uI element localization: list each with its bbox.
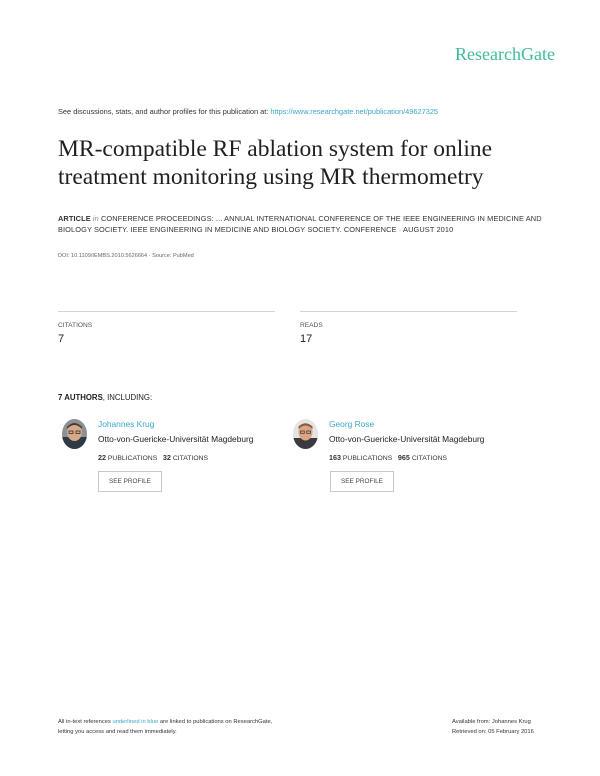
publication-type: ARTICLE xyxy=(58,214,91,223)
author-institution: Otto-von-Guericke-Universität Magdeburg xyxy=(329,434,485,444)
discussion-line xyxy=(58,107,438,116)
footer-text-pre: All in-text references xyxy=(58,719,111,725)
publications-label: PUBLICATIONS xyxy=(107,455,158,462)
authors-count: 7 AUTHORS xyxy=(58,393,103,402)
reads-count: 17 xyxy=(300,333,313,345)
author-citations-count: 32 xyxy=(162,453,171,462)
footer-availability xyxy=(452,718,552,737)
citations-divider xyxy=(58,311,275,312)
author-stats xyxy=(98,453,208,462)
available-from: Available from: Johannes Krug xyxy=(452,719,531,725)
avatar[interactable] xyxy=(62,419,87,449)
researchgate-logo[interactable]: ResearchGate xyxy=(455,44,555,64)
see-profile-button[interactable]: SEE PROFILE xyxy=(98,471,162,492)
retrieved-on: Retrieved on: 05 February 2016 xyxy=(452,728,534,735)
citations-label: CITATIONS xyxy=(58,322,93,329)
publication-link[interactable]: https://www.researchgate.net/publication/49627325 xyxy=(270,107,439,116)
citations-count: 7 xyxy=(58,333,65,345)
doi-source: DOI: 10.1109/IEMBS.2010.5626664 · Source: PubMed xyxy=(58,253,194,259)
author-citations-label: CITATIONS xyxy=(172,455,209,462)
publications-count: 22 xyxy=(98,453,106,462)
in-word: in xyxy=(92,214,99,223)
avatar[interactable] xyxy=(293,419,318,449)
see-profile-button[interactable]: SEE PROFILE xyxy=(330,471,394,492)
author-citations-count: 965 xyxy=(397,453,410,462)
authors-heading xyxy=(58,393,152,402)
footer-text-post: are linked to publications on ResearchGate, xyxy=(159,719,273,725)
publications-count: 163 xyxy=(329,453,341,462)
author-name[interactable]: Georg Rose xyxy=(329,419,375,429)
footer-text-line2: letting you access and read them immediately. xyxy=(58,728,177,735)
publications-label: PUBLICATIONS xyxy=(342,455,393,462)
venue: CONFERENCE PROCEEDINGS: ... ANNUAL INTERNATIONAL CONFERENCE OF THE IEEE ENGINEERING IN MEDICINE AND BIOLOGY SOCIETY. IEEE ENGINEERING IN MEDICINE AND BIOLOGY SOCIETY. CONFERENCE · AUGUST 2010 xyxy=(58,214,542,234)
author-institution: Otto-von-Guericke-Universität Magdeburg xyxy=(98,434,254,444)
authors-heading-rest: , INCLUDING: xyxy=(102,393,153,402)
author-photo-krug xyxy=(62,419,87,449)
author-photo-rose xyxy=(293,419,318,449)
footer-link-text: underlined in blue xyxy=(112,719,159,725)
reads-divider xyxy=(300,311,517,312)
publication-meta xyxy=(58,213,543,235)
publication-title: MR-compatible RF ablation system for online treatment monitoring using MR thermometry xyxy=(58,136,493,190)
author-stats xyxy=(329,453,447,462)
author-citations-label: CITATIONS xyxy=(411,455,448,462)
author-name[interactable]: Johannes Krug xyxy=(98,419,155,429)
discussion-text: See discussions, stats, and author profiles for this publication at: xyxy=(58,107,269,116)
footer-references-note xyxy=(58,718,338,737)
reads-label: READS xyxy=(300,322,323,329)
